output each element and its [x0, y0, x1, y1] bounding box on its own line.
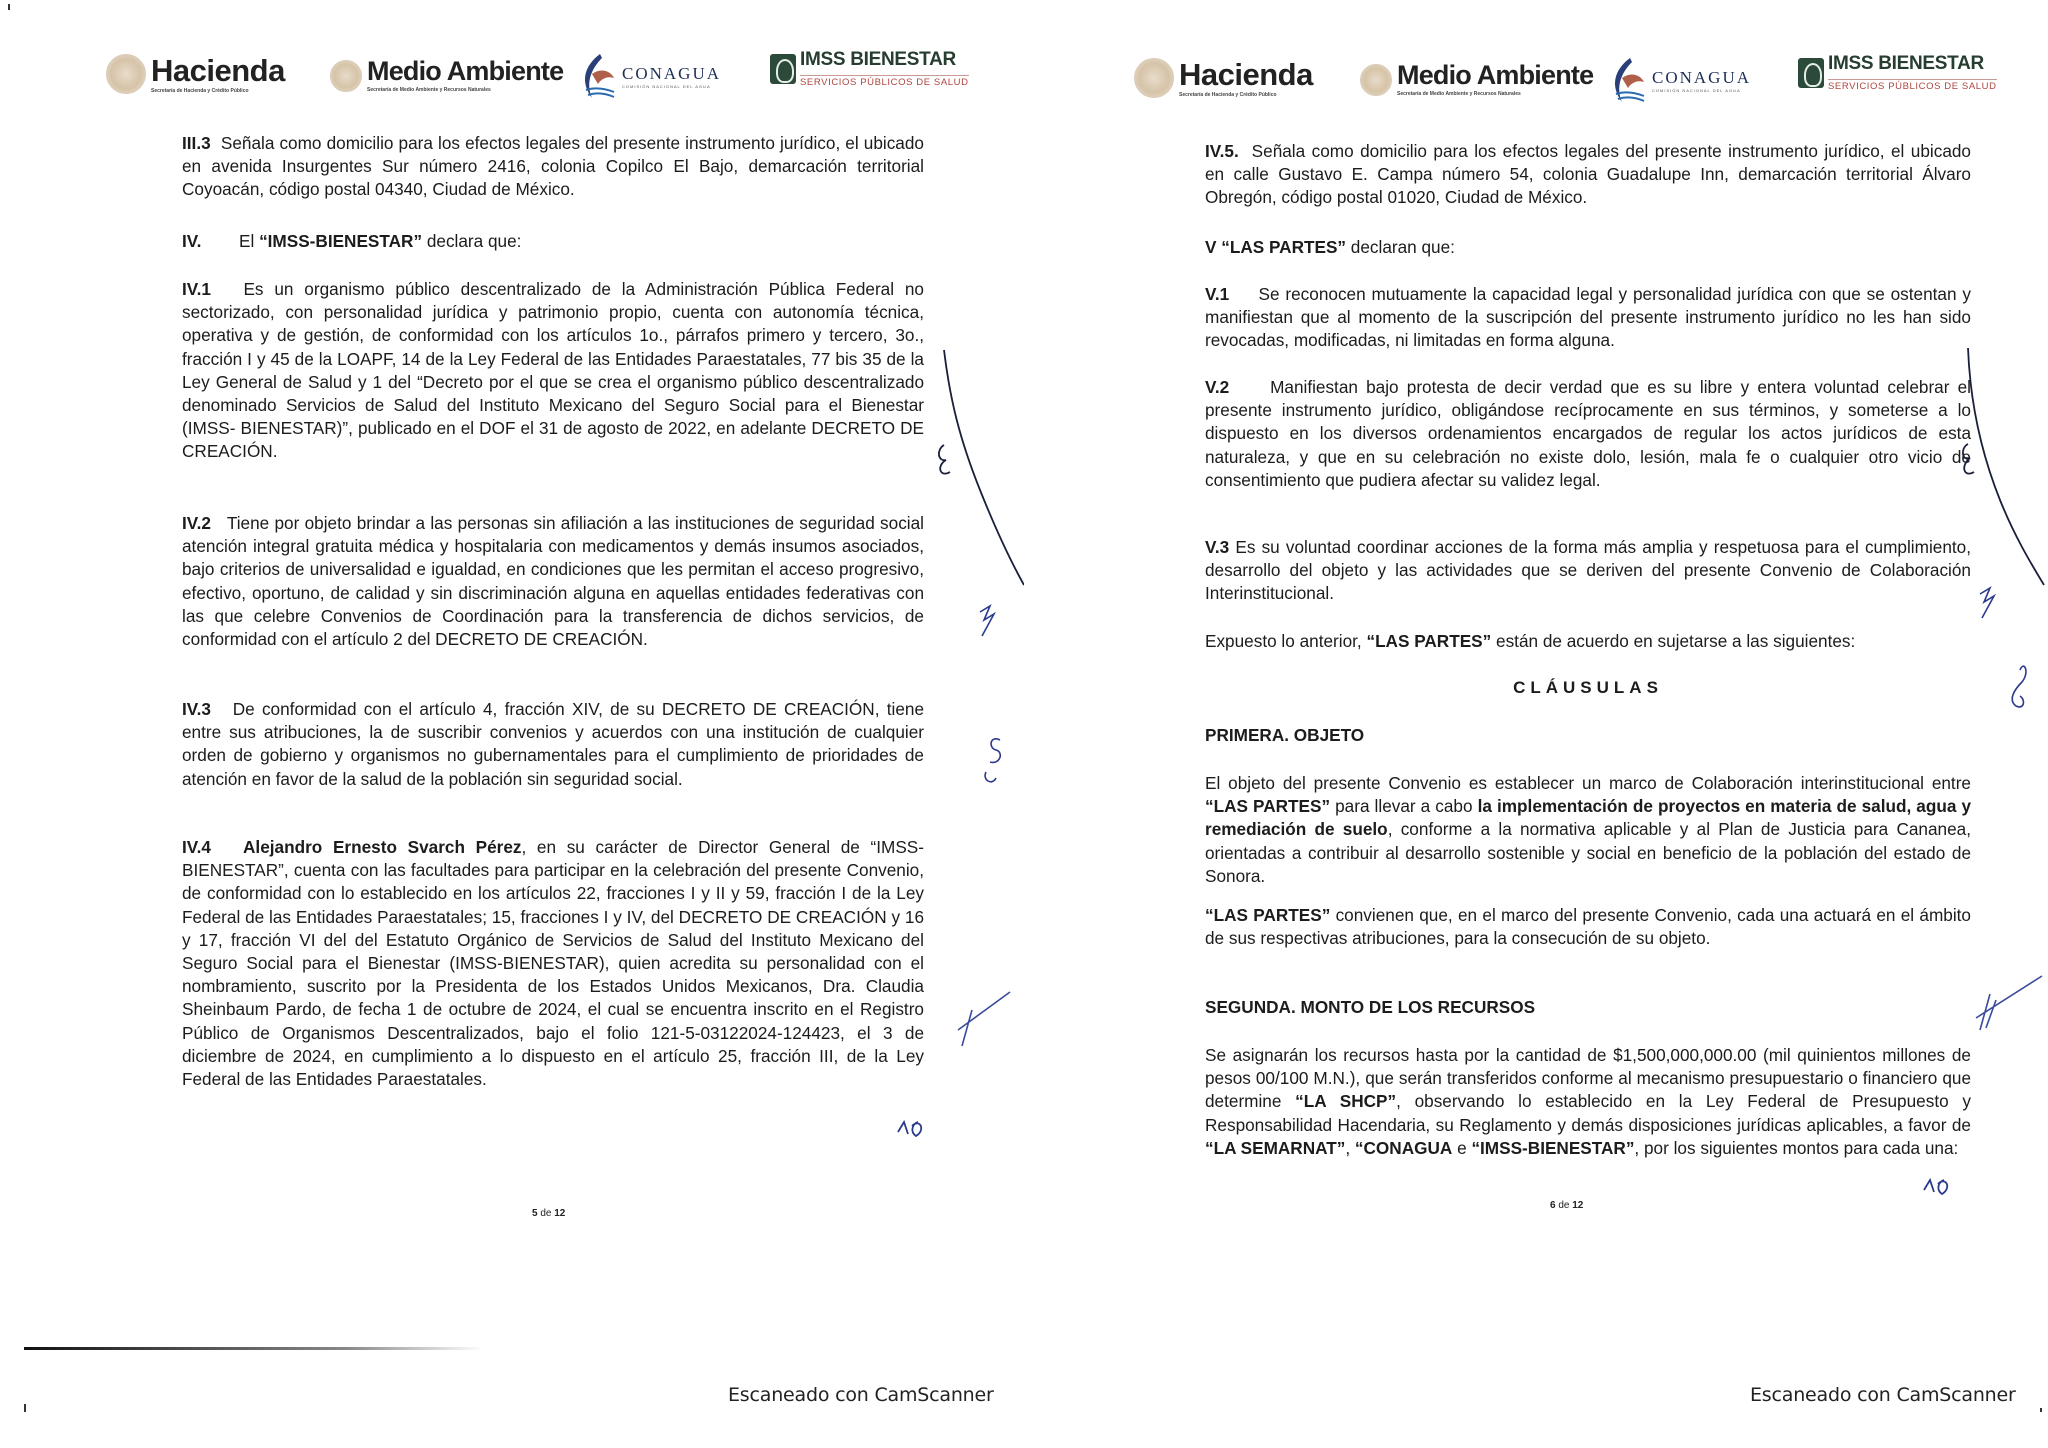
- primera-paragraph-1: [1205, 772, 1971, 888]
- segunda-paragraph: [1205, 1044, 1971, 1160]
- clause-iv-5: [1205, 140, 1971, 210]
- page-total: 12: [1572, 1200, 1584, 1211]
- initials-mark: [1976, 976, 2042, 1030]
- initials-mark: [898, 1122, 921, 1136]
- header-logos: [0, 48, 1024, 108]
- conagua-logo: [1608, 56, 1751, 106]
- party-name: “LAS PARTES”: [1205, 796, 1331, 817]
- hacienda-logo-subtitle: Secretaría de Hacienda y Crédito Público: [1179, 91, 1277, 98]
- initials-mark: [980, 606, 994, 636]
- initials-mark: [958, 992, 1010, 1046]
- scan-edge-shadow: [24, 1347, 484, 1350]
- heading-text: El: [239, 231, 260, 251]
- paragraph-text: e: [1452, 1137, 1472, 1158]
- national-seal-icon: [1360, 64, 1392, 96]
- conagua-wave-icon: [578, 52, 618, 102]
- paragraph-text: están de acuerdo en sujetarse a las siguientes:: [1491, 631, 1856, 651]
- medio-ambiente-logo-name: Medio Ambiente: [367, 56, 564, 86]
- initials-signature-mark: [939, 350, 1024, 585]
- hacienda-logo-subtitle: Secretaría de Hacienda y Crédito Público: [151, 87, 249, 94]
- clause-text: Es su voluntad coordinar acciones de la forma más amplia y respetuosa para el cumplimiento, desarrollo del objeto y las actividades que se deriven del presente Convenio de Colaboración Interinstitucional.: [1205, 537, 1971, 604]
- clause-number: III.3: [182, 133, 211, 153]
- document-page-6: [1024, 0, 2048, 1448]
- national-seal-icon: [330, 60, 362, 92]
- national-seal-icon: [106, 54, 146, 94]
- page-sep: de: [1555, 1200, 1573, 1211]
- initials-mark: [1924, 1180, 1947, 1194]
- clause-v-2: [1205, 376, 1971, 492]
- conagua-logo: [578, 52, 721, 102]
- hacienda-logo-name: Hacienda: [1179, 56, 1313, 92]
- medio-ambiente-logo-subtitle: Secretaría de Medio Ambiente y Recursos Naturales: [1397, 91, 1521, 97]
- page-total: 12: [554, 1208, 566, 1219]
- conagua-wave-icon: [1608, 56, 1648, 106]
- medio-ambiente-logo: [330, 58, 563, 93]
- page-number: [532, 1208, 565, 1219]
- page-current: 6: [1550, 1200, 1556, 1211]
- medio-ambiente-logo: [1360, 62, 1593, 97]
- scan-corner-mark: [2040, 1408, 2042, 1412]
- clause-iv-3: [182, 698, 924, 791]
- expuesto-paragraph: [1205, 630, 1971, 653]
- initials-signature-mark: [1963, 348, 2044, 585]
- clause-number: V.1: [1205, 284, 1230, 304]
- section-iv-heading: [182, 230, 924, 253]
- clause-text: , en su carácter de Director General de “IMSS-BIENESTAR”, cuenta con las facultades para participar en la celebración del presente Convenio, de conformidad con lo establecido en los artículos 22, fracciones I y II y 59, fracción I de la Ley Federal de las Entidades Paraestatales; 15, fracciones I y IV, del DECRETO DE CREACIÓN y 16 y 17, fracción VI del del Estatuto Orgánico de Servicios de Salud del Instituto Mexicano del Seguro Social para el Bienestar (IMSS-BIENESTAR), quien acredita su personalidad con el nombramiento, suscrito por la Presidenta de los Estados Unidos Mexicanos, Dra. Claudia Sheinbaum Pardo, de fecha 1 de octubre de 2024, el cual se encuentra inscrito en el Registro Público de Organismos Descentralizados, bajo el folio 121-5-03122024-124423, el 3 de diciembre de 2024, en cumplimiento a lo dispuesto en el artículo 25, fracción III, de la Ley Federal de las Entidades Paraestatales.: [182, 837, 924, 1090]
- initials-mark: [1980, 588, 1994, 618]
- clause-iv-4: [182, 836, 924, 1091]
- clause-iv-1: [182, 278, 924, 464]
- header-logos: [1024, 52, 2048, 112]
- clause-text: De conformidad con el artículo 4, fracción XIV, de su DECRETO DE CREACIÓN, tiene entre sus atribuciones, la de suscribir convenios y acuerdos con una institución de cualquier orden de gobierno y organismos no gubernamentales para el cumplimiento de prioridades de atención en favor de la salud de la población sin seguridad social.: [182, 699, 925, 789]
- paragraph-text: , por los siguientes montos para cada una:: [1634, 1137, 1959, 1158]
- paragraph-text: El objeto del presente Convenio es establecer un marco de Colaboración interinstitucional entre: [1205, 773, 1971, 793]
- conagua-logo-subtitle: COMISIÓN NACIONAL DEL AGUA: [1652, 88, 1741, 93]
- clause-number: V.3: [1205, 537, 1230, 557]
- initials-mark: [2012, 666, 2026, 707]
- imss-emblem-icon: [770, 54, 796, 84]
- party-name: “LAS PARTES”: [1205, 905, 1331, 925]
- primera-paragraph-2: [1205, 904, 1971, 950]
- party-name: “IMSS-BIENESTAR”: [1471, 1137, 1635, 1158]
- party-name: “LAS PARTES”: [1366, 631, 1492, 651]
- imss-logo-name: IMSS BIENESTAR: [800, 49, 956, 70]
- clause-number: IV.5.: [1205, 141, 1239, 161]
- conagua-logo-subtitle: COMISIÓN NACIONAL DEL AGUA: [622, 84, 711, 89]
- party-name: “CONAGUA: [1354, 1137, 1453, 1158]
- page-current: 5: [532, 1208, 538, 1219]
- clause-text: Señala como domicilio para los efectos legales del presente instrumento jurídico, el ubicado en avenida Insurgentes Sur número 2416, colonia Copilco El Bajo, demarcación territorial Coyoacán, código postal 04340, Ciudad de México.: [182, 133, 924, 200]
- national-seal-icon: [1134, 58, 1174, 98]
- party-name: “LA SEMARNAT”: [1205, 1137, 1346, 1158]
- paragraph-text: Se asignarán los recursos hasta por la cantidad de $1,500,000,000.00 (mil quinientos millones de pesos 00/100 M.N.), que serán transferidos conforme al mecanismo presupuestario o financiero que determine: [1205, 1045, 1971, 1112]
- clause-text: Tiene por objeto brindar a las personas sin afiliación a las instituciones de seguridad social atención integral gratuita médica y hospitalaria con medicamentos y demás insumos asociados, bajo criterios de universalidad e igualdad, en condiciones que les permitan el acceso progresivo, efectivo, oportuno, de calidad y sin discriminación alguna en aquellas entidades federativas con las que celebre Convenios de Coordinación para la transferencia de dichos servicios, de conformidad con el artículo 2 del DECRETO DE CREACIÓN.: [182, 513, 924, 650]
- clause-iii-3: [182, 132, 924, 202]
- paragraph-text: para llevar a cabo: [1330, 796, 1478, 817]
- imss-logo-subtitle: SERVICIOS PÚBLICOS DE SALUD: [1828, 81, 1997, 92]
- clause-v-1: [1205, 283, 1971, 353]
- clause-number: IV.1: [182, 279, 211, 299]
- signatory-name: Alejandro Ernesto Svarch Pérez: [243, 837, 522, 857]
- hacienda-logo: [106, 54, 285, 94]
- hacienda-logo-name: Hacienda: [151, 52, 285, 88]
- imss-bienestar-logo: [1798, 54, 1997, 92]
- camscanner-watermark: Escaneado con CamScanner: [728, 1384, 994, 1406]
- paragraph-text: convienen que, en el marco del presente Convenio, cada una actuará en el ámbito de sus respectivas atribuciones, para la consecución de su objeto.: [1205, 905, 1971, 949]
- imss-logo-name: IMSS BIENESTAR: [1828, 53, 1984, 74]
- conagua-logo-name: CONAGUA: [1652, 68, 1751, 87]
- heading-text: declara que:: [422, 231, 522, 251]
- emphasis-text: la implementación de proyectos en materia de salud, agua y remediación de suelo: [1205, 796, 1972, 840]
- handwritten-marks: [1024, 0, 2048, 1448]
- clause-number: V.2: [1205, 377, 1230, 397]
- conagua-logo-name: CONAGUA: [622, 64, 721, 83]
- section-v-heading: [1205, 236, 1971, 259]
- section-number: IV.: [182, 231, 202, 251]
- medio-ambiente-logo-subtitle: Secretaría de Medio Ambiente y Recursos Naturales: [367, 87, 491, 93]
- section-heading-bold: V “LAS PARTES”: [1205, 237, 1347, 257]
- hacienda-logo: [1134, 58, 1313, 98]
- scan-corner-mark: [24, 1404, 26, 1412]
- medio-ambiente-logo-name: Medio Ambiente: [1397, 60, 1594, 90]
- party-name: “LA SHCP”: [1295, 1091, 1397, 1112]
- primera-objeto-heading: PRIMERA. OBJETO: [1205, 725, 1365, 745]
- clause-number: IV.3: [182, 699, 211, 719]
- scan-corner-mark: [8, 4, 10, 10]
- clause-text: Se reconocen mutuamente la capacidad legal y personalidad jurídica con que se ostentan y manifiestan que al momento de la suscripción del presente instrumento jurídico no les han sido revocadas, modificadas, ni limitadas en forma alguna.: [1205, 284, 1971, 351]
- paragraph-text: , observando lo establecido en la Ley Federal de Presupuesto y Responsabilidad Hacendaria, su Reglamento y demás disposiciones jurídicas aplicables, a favor de: [1205, 1091, 1971, 1135]
- imss-emblem-icon: [1798, 58, 1824, 88]
- initials-mark: [985, 739, 1000, 782]
- page-sep: de: [537, 1208, 555, 1219]
- imss-bienestar-logo: [770, 50, 969, 88]
- clause-text: Manifiestan bajo protesta de decir verdad que es su libre y entera voluntad celebrar el presente instrumento jurídico, obligándose recíprocamente en sus términos, y someterse a lo dispuesto en los diversos ordenamientos encargados de regular los actos jurídicos de esta naturaleza, y que en su celebración no existe dolo, lesión, mala fe o cualquier otro vicio de consentimiento que pudiera afectar su validez legal.: [1205, 377, 1971, 490]
- clause-iv-2: [182, 512, 924, 651]
- clausulas-title: CLÁUSULAS: [1513, 678, 1663, 697]
- clause-v-3: [1205, 536, 1971, 606]
- heading-text: declaran que:: [1346, 237, 1455, 257]
- clause-number: IV.2: [182, 513, 211, 533]
- clause-text: Es un organismo público descentralizado de la Administración Pública Federal no sectorizado, con personalidad jurídica y patrimonio propio, cuenta con autonomía técnica, operativa y de gestión, de conformidad con los artículos 1o., párrafos primero y tercero, 3o., fracción I y 45 de la LOAPF, 14 de la Ley Federal de las Entidades Paraestatales, 77 bis 35 de la Ley General de Salud y 1 del “Decreto por el que se crea el organismo público descentralizado denominado Servicios de Salud del Instituto Mexicano del Seguro Social para el Bienestar (IMSS- BIENESTAR)”, publicado en el DOF el 31 de agosto de 2022, en adelante DECRETO DE CREACIÓN.: [182, 279, 924, 462]
- party-name: “IMSS-BIENESTAR”: [259, 231, 423, 251]
- imss-logo-subtitle: SERVICIOS PÚBLICOS DE SALUD: [800, 77, 969, 88]
- paragraph-text: Expuesto lo anterior,: [1205, 631, 1367, 651]
- segunda-monto-heading: SEGUNDA. MONTO DE LOS RECURSOS: [1205, 997, 1536, 1017]
- camscanner-watermark: Escaneado con CamScanner: [1750, 1384, 2016, 1406]
- paragraph-text: ,: [1345, 1137, 1355, 1158]
- clause-number: IV.4: [182, 837, 211, 857]
- paragraph-text: , conforme a la normativa aplicable y al Plan de Justicia para Cananea, orientadas a contribuir al desarrollo sostenible y social en beneficio de la población del estado de Sonora.: [1205, 819, 1971, 886]
- page-number: [1550, 1200, 1583, 1211]
- clause-text: Señala como domicilio para los efectos legales del presente instrumento jurídico, el ubicado en calle Gustavo E. Campa número 54, colonia Guadalupe Inn, demarcación territorial Álvaro Obregón, código postal 01020, Ciudad de México.: [1205, 141, 1971, 208]
